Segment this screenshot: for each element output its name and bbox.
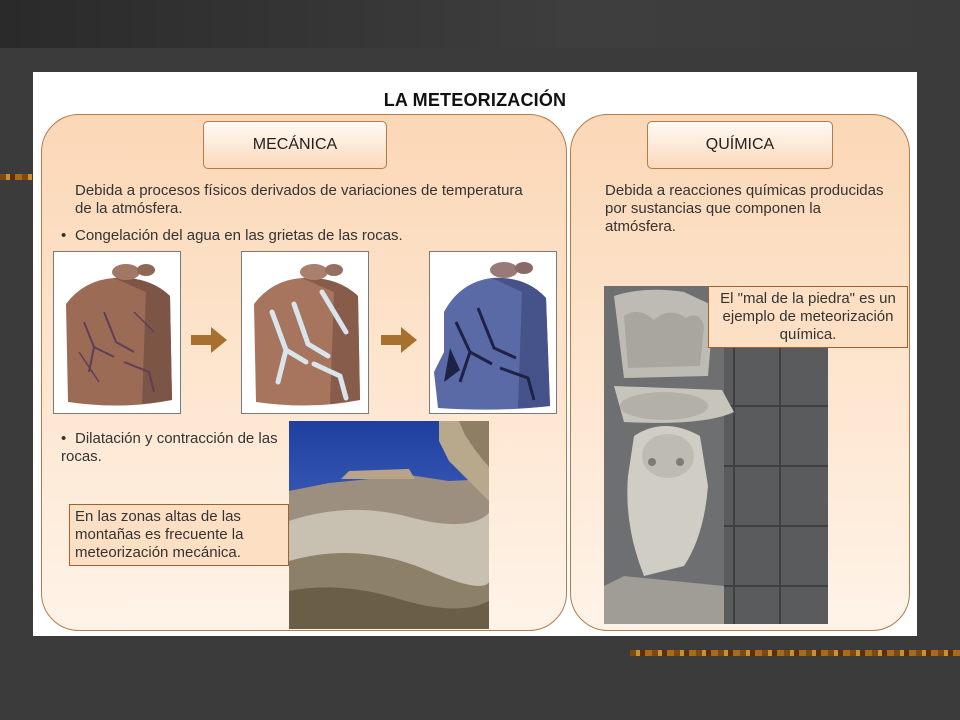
arrow-right-icon: [191, 327, 227, 353]
bullet-congelacion: [61, 227, 541, 245]
bullet-icon: •: [61, 430, 67, 447]
bullet-dilatacion: [61, 430, 281, 466]
mountain-photo: [289, 421, 489, 629]
bullet-dilatacion-text: Dilatación y contracción de las rocas.: [61, 430, 278, 465]
mecanica-label: MECÁNICA: [203, 121, 387, 169]
slide-title: LA METEORIZACIÓN: [383, 90, 567, 110]
mecanica-note: En las zonas altas de las montañas es frecuente la meteorización mecánica.: [69, 504, 289, 566]
rock-image-2: [241, 251, 369, 414]
top-band: [0, 0, 960, 48]
quimica-description: Debida a reacciones químicas producidas por sustancias que componen la atmósfera.: [605, 182, 884, 235]
accent-stripe-right: [630, 650, 960, 656]
rock-image-3: [429, 251, 557, 414]
arrow-right-icon: [381, 327, 417, 353]
quimica-note: El "mal de la piedra" es un ejemplo de meteorización química.: [708, 286, 908, 348]
bullet-congelacion-text: Congelación del agua en las grietas de las rocas.: [75, 227, 403, 244]
accent-stripe-left: [0, 174, 34, 180]
bullet-icon: •: [61, 227, 67, 244]
slide: [33, 72, 917, 636]
mecanica-description: Debida a procesos físicos derivados de variaciones de temperatura de la atmósfera.: [75, 182, 523, 217]
rock-image-1: [53, 251, 181, 414]
quimica-label: QUÍMICA: [647, 121, 833, 169]
